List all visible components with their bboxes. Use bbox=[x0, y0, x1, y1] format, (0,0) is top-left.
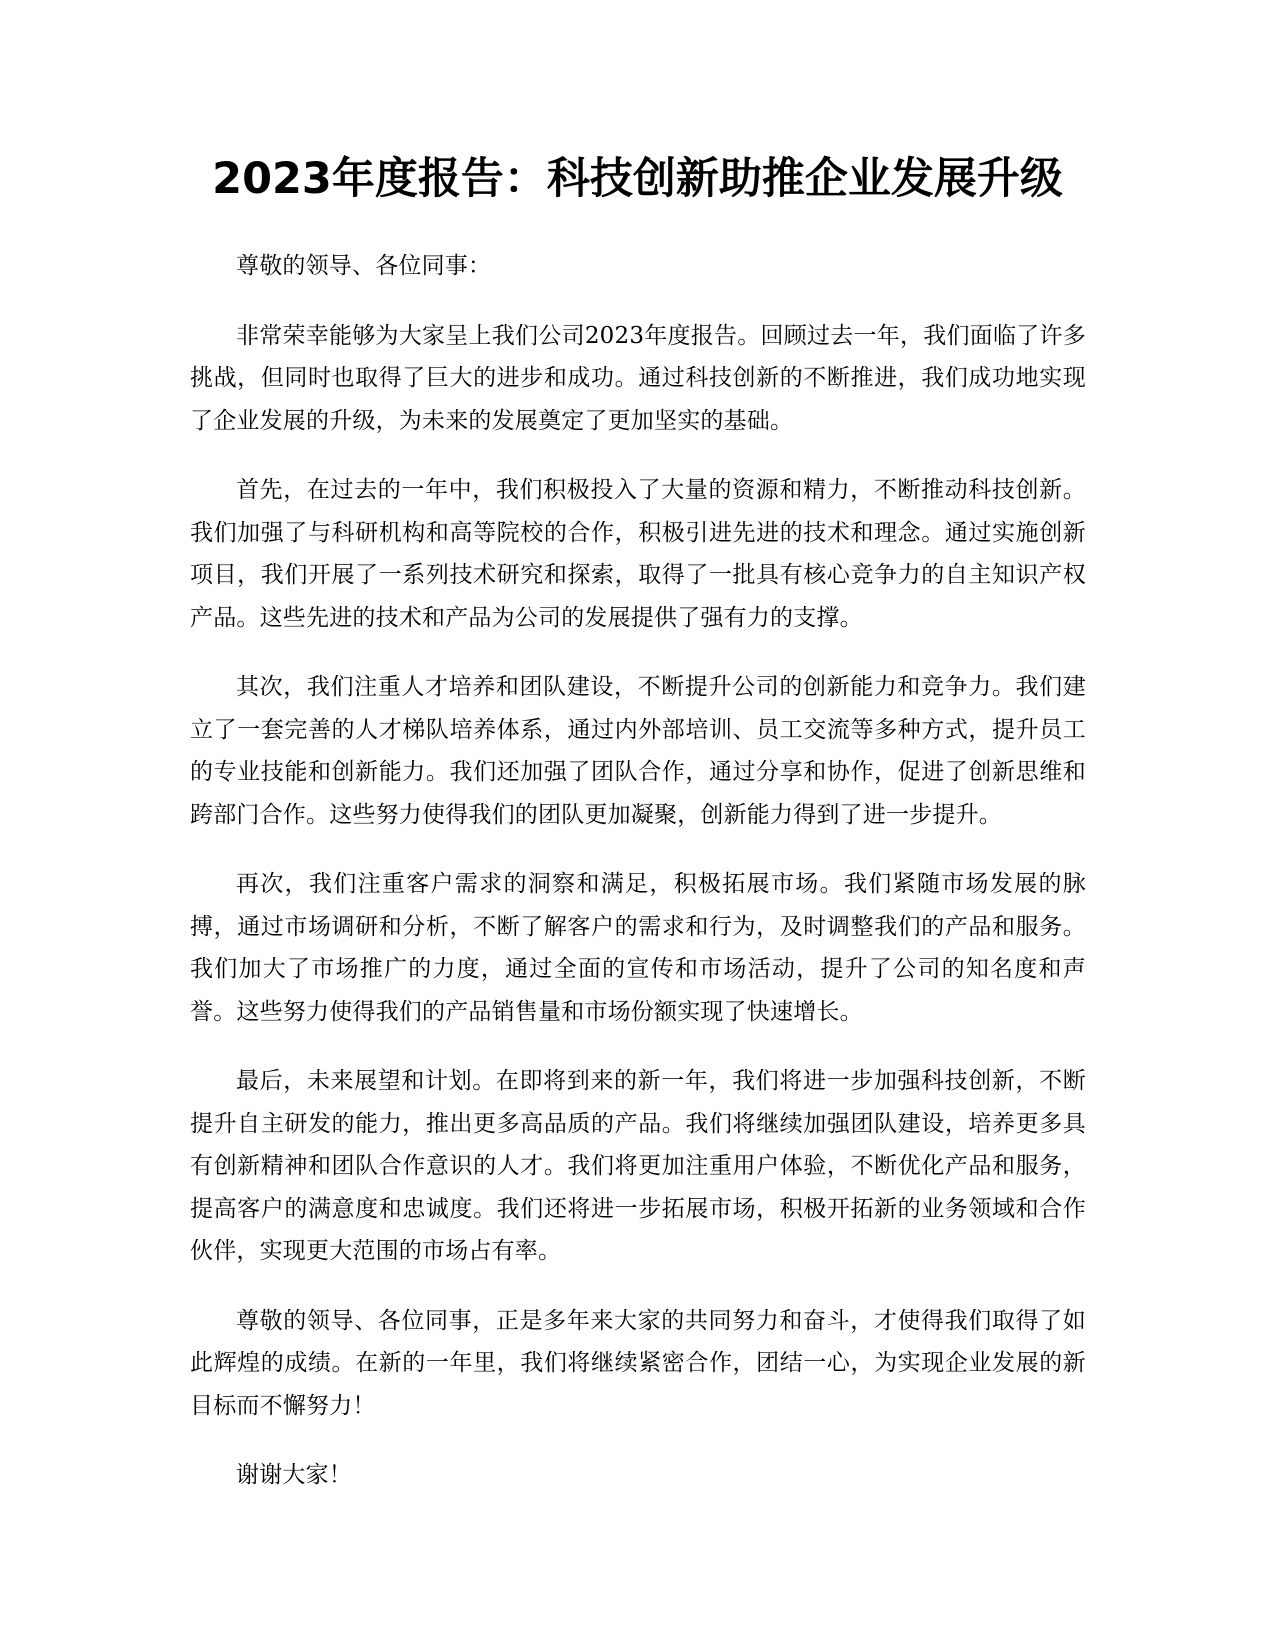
market-customer-paragraph: 再次，我们注重客户需求的洞察和满足，积极拓展市场。我们紧随市场发展的脉搏，通过市场调研和分析，不断了解客户的需求和行为，及时调整我们的产品和服务。我们加大了市场推广的力度，通过全面的宣传和市场活动，提升了公司的知名度和声誉。这些努力使得我们的产品销售量和市场份额实现了快速增长。 bbox=[190, 871, 1086, 1025]
talent-team-paragraph: 其次，我们注重人才培养和团队建设，不断提升公司的创新能力和竞争力。我们建立了一套完善的人才梯队培养体系，通过内外部培训、员工交流等多种方式，提升员工的专业技能和创新能力。我们还加强了团队合作，通过分享和协作，促进了创新思维和跨部门合作。这些努力使得我们的团队更加凝聚，创新能力得到了进一步提升。 bbox=[190, 674, 1086, 828]
thanks-paragraph: 谢谢大家！ bbox=[236, 1462, 352, 1488]
document-body bbox=[190, 245, 1086, 1524]
outlook-plan-paragraph: 最后，未来展望和计划。在即将到来的新一年，我们将进一步加强科技创新，不断提升自主研发的能力，推出更多高品质的产品。我们将继续加强团队建设，培养更多具有创新精神和团队合作意识的人才。我们将更加注重用户体验，不断优化产品和服务，提高客户的满意度和忠诚度。我们还将进一步拓展市场，积极开拓新的业务领域和合作伙伴，实现更大范围的市场占有率。 bbox=[190, 1068, 1086, 1264]
tech-innovation-paragraph: 首先，在过去的一年中，我们积极投入了大量的资源和精力，不断推动科技创新。我们加强了与科研机构和高等院校的合作，积极引进先进的技术和理念。通过实施创新项目，我们开展了一系列技术研究和探索，取得了一批具有核心竞争力的自主知识产权产品。这些先进的技术和产品为公司的发展提供了强有力的支撑。 bbox=[190, 477, 1086, 631]
page-title: 2023年度报告：科技创新助推企业发展升级 bbox=[212, 154, 1063, 204]
closing-paragraph: 尊敬的领导、各位同事，正是多年来大家的共同努力和奋斗，才使得我们取得了如此辉煌的成绩。在新的一年里，我们将继续紧密合作，团结一心，为实现企业发展的新目标而不懈努力！ bbox=[190, 1307, 1086, 1419]
intro-paragraph: 非常荣幸能够为大家呈上我们公司2023年度报告。回顾过去一年，我们面临了许多挑战，但同时也取得了巨大的进步和成功。通过科技创新的不断推进，我们成功地实现了企业发展的升级，为未来的发展奠定了更加坚实的基础。 bbox=[190, 322, 1086, 434]
salutation-paragraph: 尊敬的领导、各位同事： bbox=[236, 253, 492, 279]
